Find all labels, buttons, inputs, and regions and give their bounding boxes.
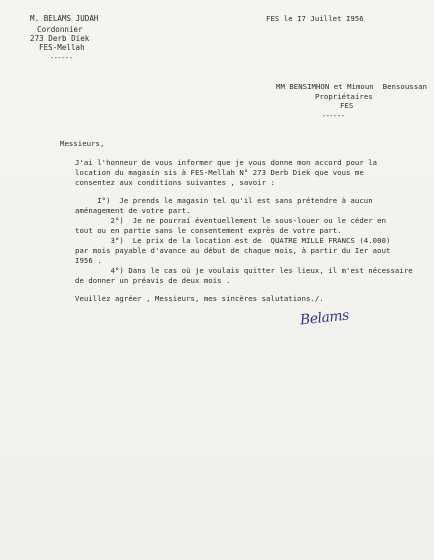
intro-line: location du magasin sis à FES-Mellah N° 273 Derb Diek que vous me: [75, 168, 364, 177]
condition-line: 3°) Le prix de la location est de QUATRE MILLE FRANCS (4.000): [75, 236, 391, 245]
salutation: Messieurs,: [60, 139, 105, 148]
recipient-underline: ------: [322, 112, 345, 120]
sender-city: FES-Mellah: [39, 43, 85, 52]
condition-line: I°) Je prends le magasin tel qu'il est sans prétendre à aucun: [75, 196, 373, 205]
condition-line: 2°) Je ne pourrai éventuellement le sous-louer ou le céder en: [75, 216, 387, 225]
intro-line: consentez aux conditions suivantes , savoir :: [75, 178, 275, 187]
sender-address: 273 Derb Diek: [30, 34, 90, 43]
intro-line: J'ai l'honneur de vous informer que je vous donne mon accord pour la: [75, 158, 378, 167]
recipient-role: Propriétaires: [315, 92, 373, 101]
closing-line: Veuillez agréer , Messieurs, mes sincères salutations./.: [75, 294, 324, 303]
handwritten-signature: Belams: [299, 307, 350, 329]
condition-line: 4°) Dans le cas où je voulais quitter les lieux, il m'est nécessaire: [75, 266, 413, 275]
sender-profession: Cordonnier: [37, 25, 83, 34]
date-line: FES le I7 Juillet I956: [266, 14, 364, 23]
condition-line: aménagement de votre part.: [75, 206, 191, 215]
sender-underline: ------: [50, 54, 73, 62]
recipient-names: MM BENSIMHON et Mimoun Bensoussan: [276, 82, 428, 91]
recipient-city: FES: [340, 101, 354, 110]
condition-line: par mois payable d'avance au début de chaque mois, à partir du Ier aout: [75, 246, 391, 255]
condition-line: de donner un préavis de deux mois .: [75, 276, 231, 285]
condition-line: tout ou en partie sans le consentement exprès de votre part.: [75, 226, 342, 235]
sender-name: M. BELAMS JUDAH: [30, 14, 99, 23]
condition-line: I956 .: [75, 256, 102, 265]
